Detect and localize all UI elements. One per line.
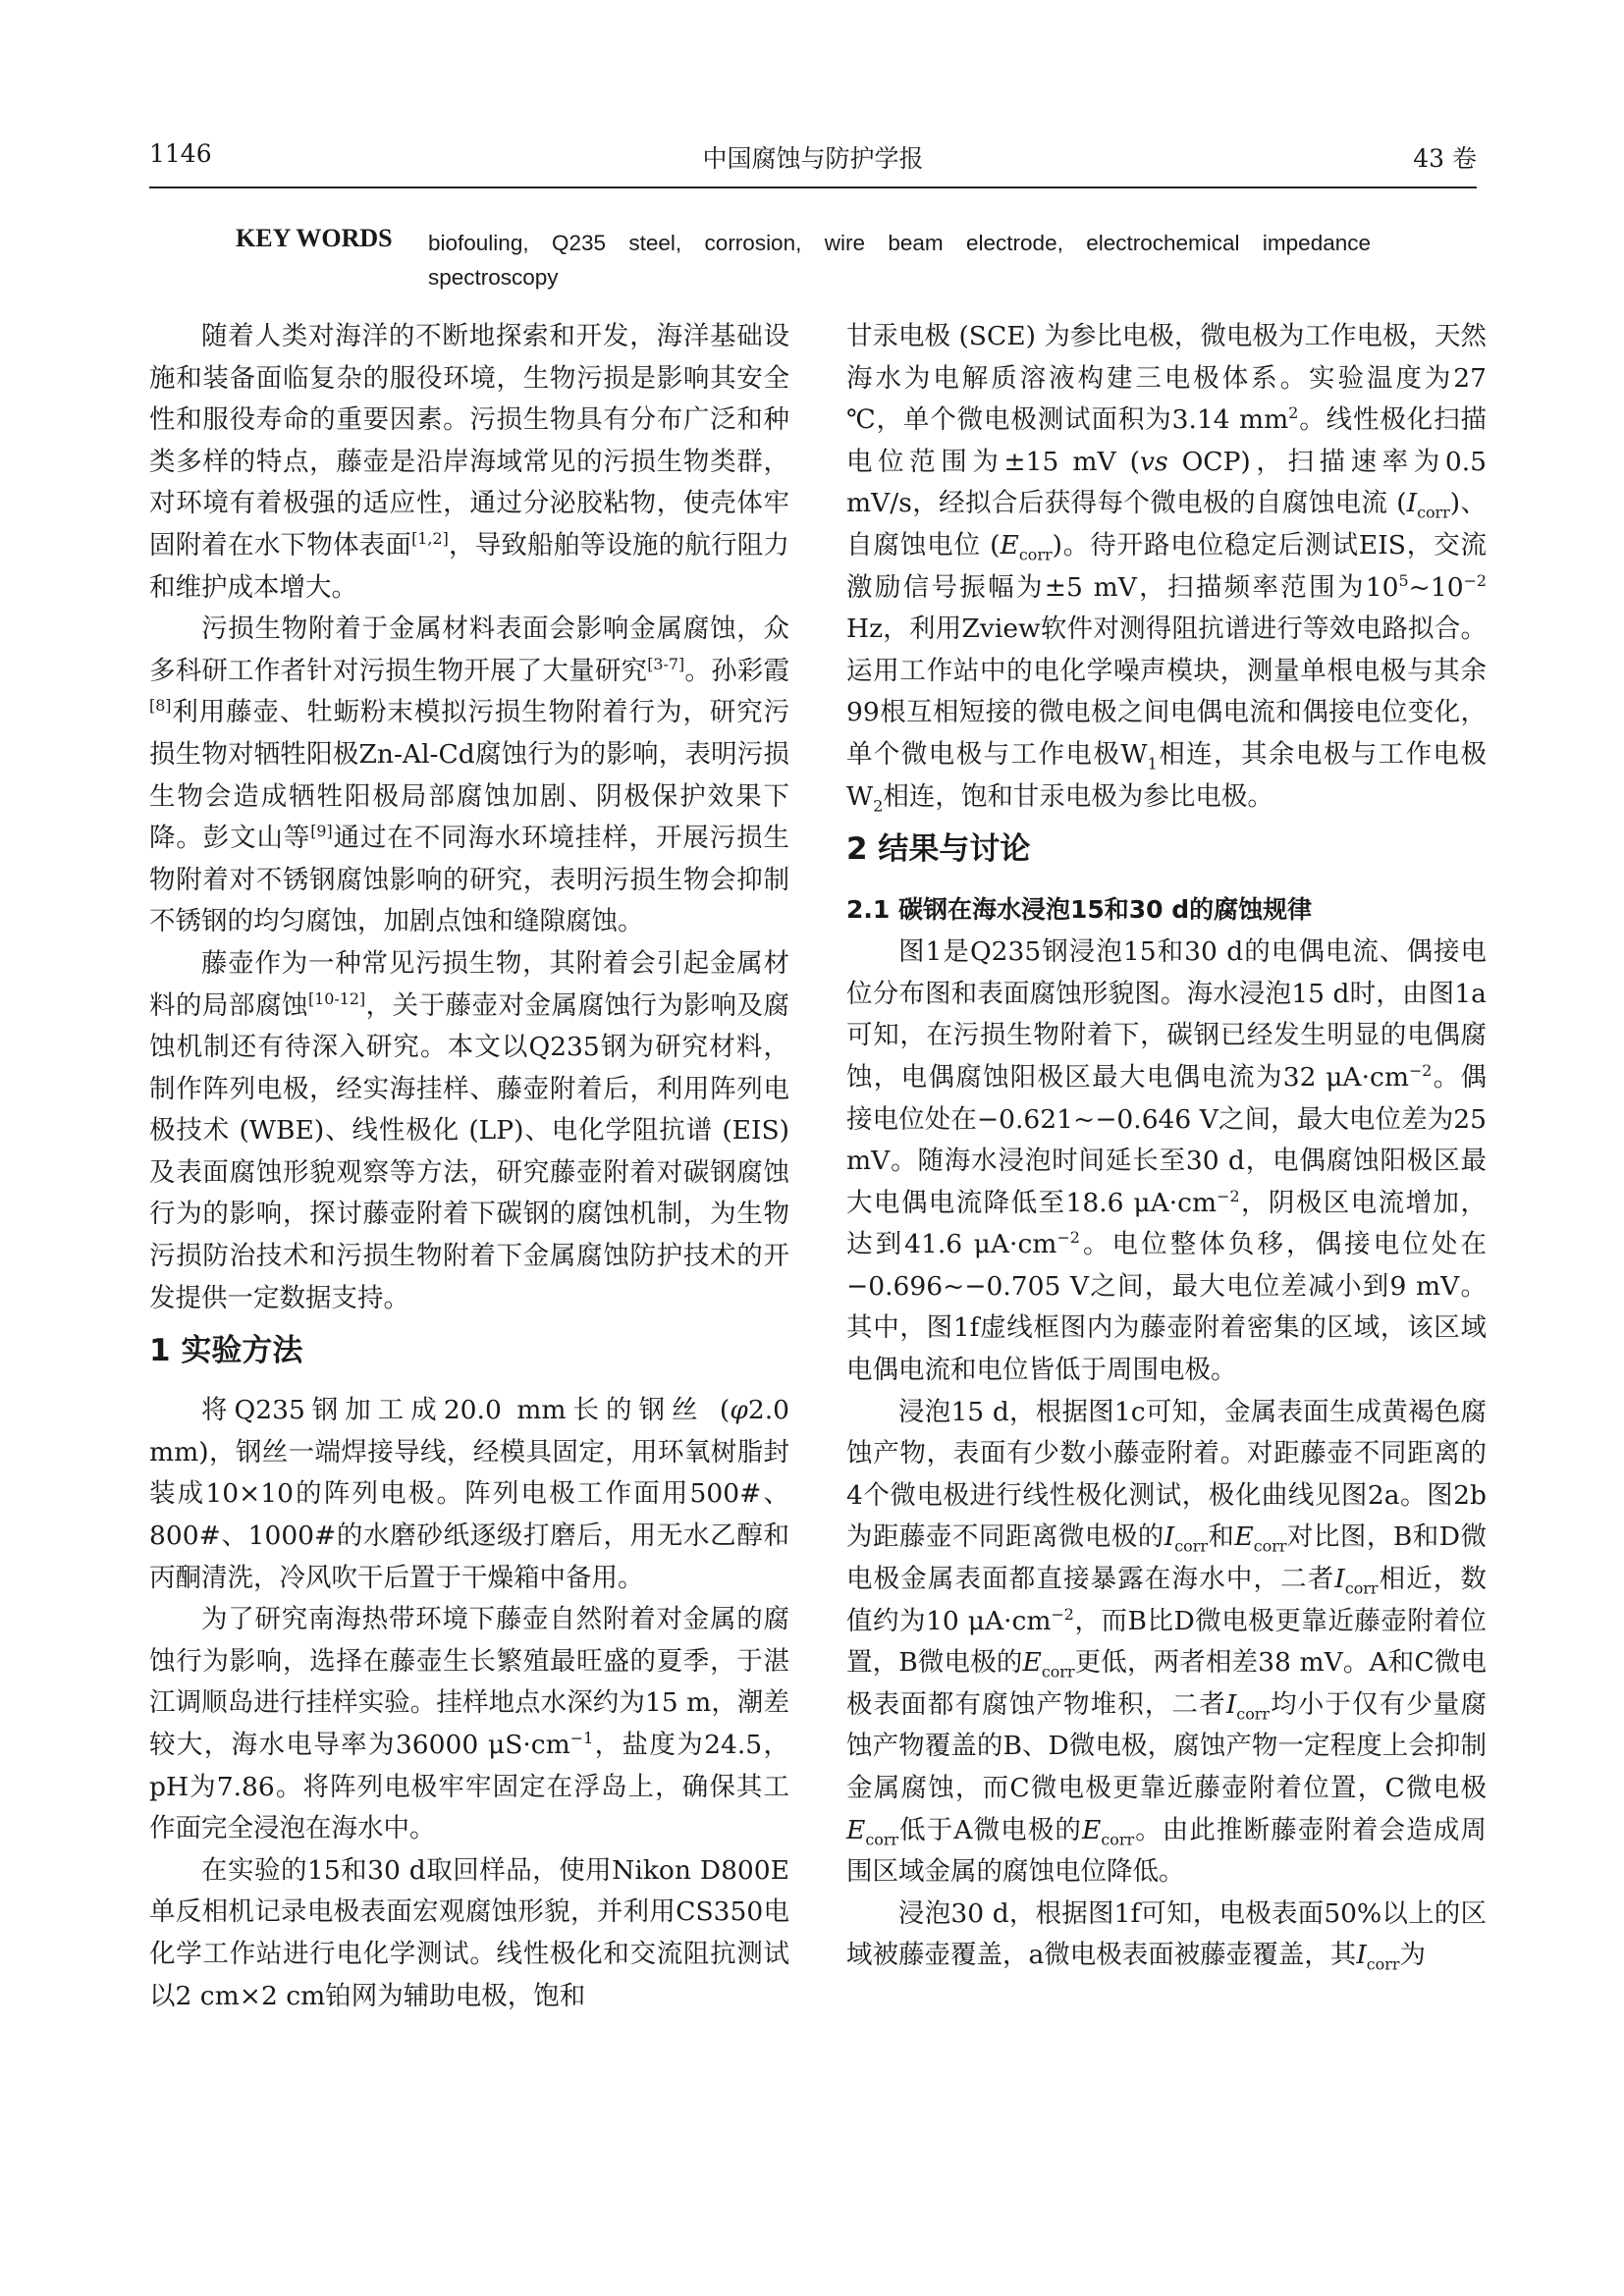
volume-label: 43 卷 <box>1413 144 1477 173</box>
subsection-heading-2-1: 2.1 碳钢在海水浸泡15和30 d的腐蚀规律 <box>846 895 1313 925</box>
header-rule <box>149 187 1477 188</box>
methods-paragraph-1: 将Q235钢加工成20.0 mm长的钢丝 (φ2.0 mm)，钢丝一端焊接导线，经模具固定，用环氧树脂封装成10×10的阵列电极。阵列电极工作面用500#、800#、1000#的水磨砂纸逐级打磨后，用无水乙醇和丙酮清洗，冷风吹干后置于干燥箱中备用。 <box>149 1395 789 1593</box>
methods-paragraph-3-continued: 甘汞电极 (SCE) 为参比电极，微电极为工作电极，天然海水为电解质溶液构建三电极体系。实验温度为27 ℃，单个微电极测试面积为3.14 $mm^2$。线性极化扫描电位范围为±15 mV (vs OCP)，扫描速率为0.5 mV/s，经拟合后获得每个微电极的自腐蚀电流 $(I_{corr})$、自腐蚀电位 $(E_{corr})$。待开路电位稳定后测试EIS，交流激励信号振幅为±5 mV，扫描频率范围为$10^5\sim 10^{-2}$ Hz，利用Zview软件对测得阻抗谱进行等效电路拟合。运用工作站中的电化学噪声模块，测量单根电极与其余99根互相短接的微电极之间电偶电流和偶接电位变化，单个微电极与工作电极$W_1$相连，其余电极与工作电极$W_2$相连，饱和甘汞电极为参比电极。 <box>846 321 1488 815</box>
keywords-text: biofouling, Q235 steel, corrosion, wire beam electrode, electrochemical impedance spectroscopy <box>428 231 1371 290</box>
right-column <box>846 316 1487 1977</box>
intro-paragraph-1: 随着人类对海洋的不断地探索和开发，海洋基础设施和装备面临复杂的服役环境，生物污损是影响其安全性和服役寿命的重要因素。污损生物具有分布广泛和种类多样的特点，藤壶是沿岸海域常见的污损生物类群，对环境有着极强的适应性，通过分泌胶粘物，使壳体牢固附着在水下物体表面[1,2]，导致船舶等设施的航行阻力和维护成本增大。 <box>149 321 790 603</box>
running-header <box>149 139 1477 185</box>
section-heading-results: 2 结果与讨论 <box>846 831 1031 868</box>
section-heading-methods: 1 实验方法 <box>149 1333 303 1369</box>
results-paragraph-2: 浸泡15 d，根据图1c可知，金属表面生成黄褐色腐蚀产物，表面有少数小藤壶附着。对距藤壶不同距离的4个微电极进行线性极化测试，极化曲线见图2a。图2b为距藤壶不同距离微电极的$I_{corr}$和$E_{corr}$对比图，B和D微电极金属表面都直接暴露在海水中，二者$I_{corr}$相近，数值约为10 $\mu A\cdot cm^{-2}$，而B比D微电极更靠近藤壶附着位置，B微电极的$E_{corr}$更低，两者相差38 mV。A和C微电极表面都有腐蚀产物堆积，二者$I_{corr}$均小于仅有少量腐蚀产物覆盖的B、D微电极，腐蚀产物一定程度上会抑制金属腐蚀，而C微电极更靠近藤壶附着位置，C微电极$E_{corr}$低于A微电极的$E_{corr}$。由此推断藤壶附着会造成周围区域金属的腐蚀电位降低。 <box>846 1396 1488 1888</box>
keywords-label: KEY WORDS <box>236 224 393 252</box>
methods-paragraph-3: 在实验的15和30 d取回样品，使用Nikon D800E单反相机记录电极表面宏观腐蚀形貌，并利用CS350电化学工作站进行电化学测试。线性极化和交流阻抗测试以2 cm×2 cm铂网为辅助电极，饱和 <box>149 1854 789 2011</box>
intro-paragraph-3: 藤壶作为一种常见污损生物，其附着会引起金属材料的局部腐蚀[10-12]，关于藤壶对金属腐蚀行为影响及腐蚀机制还有待深入研究。本文以Q235钢为研究材料，制作阵列电极，经实海挂样、藤壶附着后，利用阵列电极技术 (WBE)、线性极化 (LP)、电化学阻抗谱 (EIS) 及表面腐蚀形貌观察等方法，研究藤壶附着对碳钢腐蚀行为的影响，探讨藤壶附着下碳钢的腐蚀机制，为生物污损防治技术和污损生物附着下金属腐蚀防护技术的开发提供一定数据支持。 <box>149 947 790 1313</box>
intro-paragraph-2: 污损生物附着于金属材料表面会影响金属腐蚀，众多科研工作者针对污损生物开展了大量研究[3-7]。孙彩霞[8]利用藤壶、牡蛎粉末模拟污损生物附着行为，研究污损生物对牺牲阳极Zn-Al-Cd腐蚀行为的影响，表明污损生物会造成牺牲阳极局部腐蚀加剧、阴极保护效果下降。彭文山等[9]通过在不同海水环境挂样，开展污损生物附着对不锈钢腐蚀影响的研究，表明污损生物会抑制不锈钢的均匀腐蚀，加剧点蚀和缝隙腐蚀。 <box>149 614 790 937</box>
results-paragraph-3: 浸泡30 d，根据图1f可知，电极表面50%以上的区域被藤壶覆盖，a微电极表面被藤壶覆盖，其$I_{corr}$为 <box>846 1897 1487 1974</box>
journal-title: 中国腐蚀与防护学报 <box>702 144 924 173</box>
results-paragraph-1: 图1是Q235钢浸泡15和30 d的电偶电流、偶接电位分布图和表面腐蚀形貌图。海水浸泡15 d时，由图1a可知，在污损生物附着下，碳钢已经发生明显的电偶腐蚀，电偶腐蚀阳极区最大电偶电流为32 $\mu A\cdot cm^{-2}$。偶接电位处在−0.621~−0.646 V之间，最大电位差为25 mV。随海水浸泡时间延长至30 d，电偶腐蚀阳极区最大电偶电流降低至18.6 $\mu A\cdot cm^{-2}$，阴极区电流增加，达到41.6 $\mu A\cdot cm^{-2}$。电位整体负移，偶接电位处在−0.696~−0.705 V之间，最大电位差减小到9 mV。其中，图1f虚线框图内为藤壶附着密集的区域，该区域电偶电流和电位皆低于周围电极。 <box>846 936 1488 1386</box>
page-number: 1146 <box>149 139 212 168</box>
methods-paragraph-2: 为了研究南海热带环境下藤壶自然附着对金属的腐蚀行为影响，选择在藤壶生长繁殖最旺盛的夏季，于湛江调顺岛进行挂样实验。挂样地点水深约为15 m，潮差较大，海水电导率为36000 $\mu S\cdot cm^{-1}$，盐度为24.5，pH为7.86。将阵列电极牢牢固定在浮岛上，确保其工作面完全浸泡在海水中。 <box>149 1604 789 1844</box>
left-column <box>149 316 789 2017</box>
